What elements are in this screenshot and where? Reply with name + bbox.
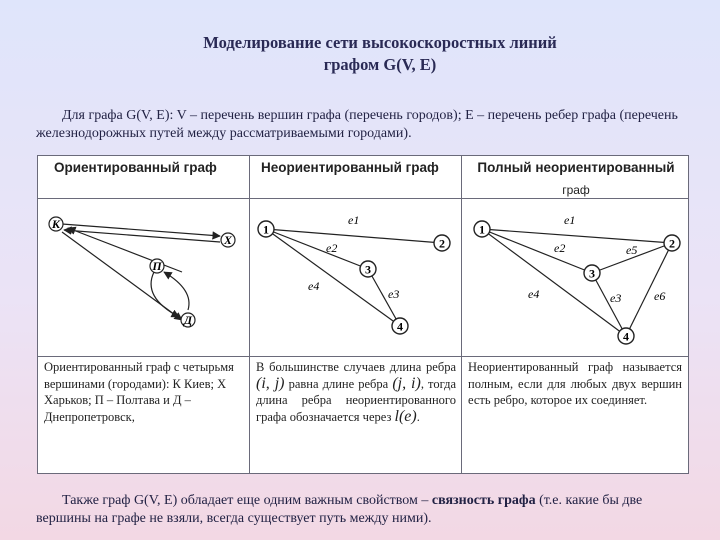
- caption-directed: Ориентированный граф с четырьмя вершинами (городами): К Киев; Х Харьков; П – Полтава и Д – Днепропетровск,: [44, 360, 234, 424]
- node-1-label: 1: [479, 222, 485, 237]
- directed-graph-diagram: [42, 212, 247, 352]
- node-1-label: 1: [263, 222, 269, 237]
- page-title: [0, 32, 720, 76]
- node-3-label: 3: [589, 266, 595, 281]
- complete-graph-diagram: [462, 212, 687, 352]
- node-3-label: 3: [365, 262, 371, 277]
- node-d-label: Д: [183, 313, 193, 327]
- title-line-1: Моделирование сети высокоскоростных линий: [203, 33, 557, 52]
- edge-d-p: [164, 272, 189, 310]
- edge-e1: [266, 229, 442, 243]
- edge-label-e4: e4: [528, 287, 540, 301]
- graph-table: [37, 155, 689, 474]
- header-undirected-graph: Неориентированный граф: [261, 160, 439, 175]
- node-k-label: К: [51, 217, 61, 231]
- caption-complete: Неориентированный граф называется полным, если для любых двух вершин есть ребро, которое их соединяет.: [468, 360, 682, 407]
- node-p-label: П: [152, 259, 162, 273]
- edge-label-e2: e2: [326, 241, 338, 255]
- undirected-graph-diagram: [250, 212, 460, 352]
- edge-e2: [266, 229, 368, 269]
- edge-label-e2: e2: [554, 241, 566, 255]
- edge-label-e5: e5: [626, 243, 638, 257]
- node-2-label: 2: [439, 236, 445, 251]
- edge-label-e6: e6: [654, 289, 666, 303]
- title-line-2: графом G(V, E): [323, 55, 437, 74]
- edge-label-e1: e1: [348, 213, 360, 227]
- connectivity-term: связность графа: [431, 493, 536, 508]
- caption-divider: [38, 356, 688, 357]
- node-4-label: 4: [397, 319, 403, 334]
- intro-paragraph: Для графа G(V, E): V – перечень вершин графа (перечень городов); E – перечень ребер графа (перечень железнодорожных путей между рассматриваемыми городами).: [36, 108, 678, 141]
- edge-label-e1: e1: [564, 213, 576, 227]
- edge-label-e3: e3: [610, 291, 622, 305]
- header-directed-graph: Ориентированный граф: [54, 160, 217, 175]
- node-x-label: Х: [223, 233, 233, 247]
- edge-label-e3: e3: [388, 287, 400, 301]
- header-complete-graph: Полный неориентированный граф: [477, 160, 675, 197]
- node-2-label: 2: [669, 236, 675, 251]
- node-4-label: 4: [623, 329, 629, 344]
- outro-paragraph: Также граф G(V, E) обладает еще одним важным свойством – связность графа (т.е. какие бы две вершины на графе не взяли, всегда существует путь между ними).: [36, 493, 643, 526]
- caption-undirected: В большинстве случаев длина ребра (i, j) равна длине ребра (j, i), тогда длина ребра неориентированного графа обозначается через l(e).: [256, 360, 457, 425]
- edge-label-e4: e4: [308, 279, 320, 293]
